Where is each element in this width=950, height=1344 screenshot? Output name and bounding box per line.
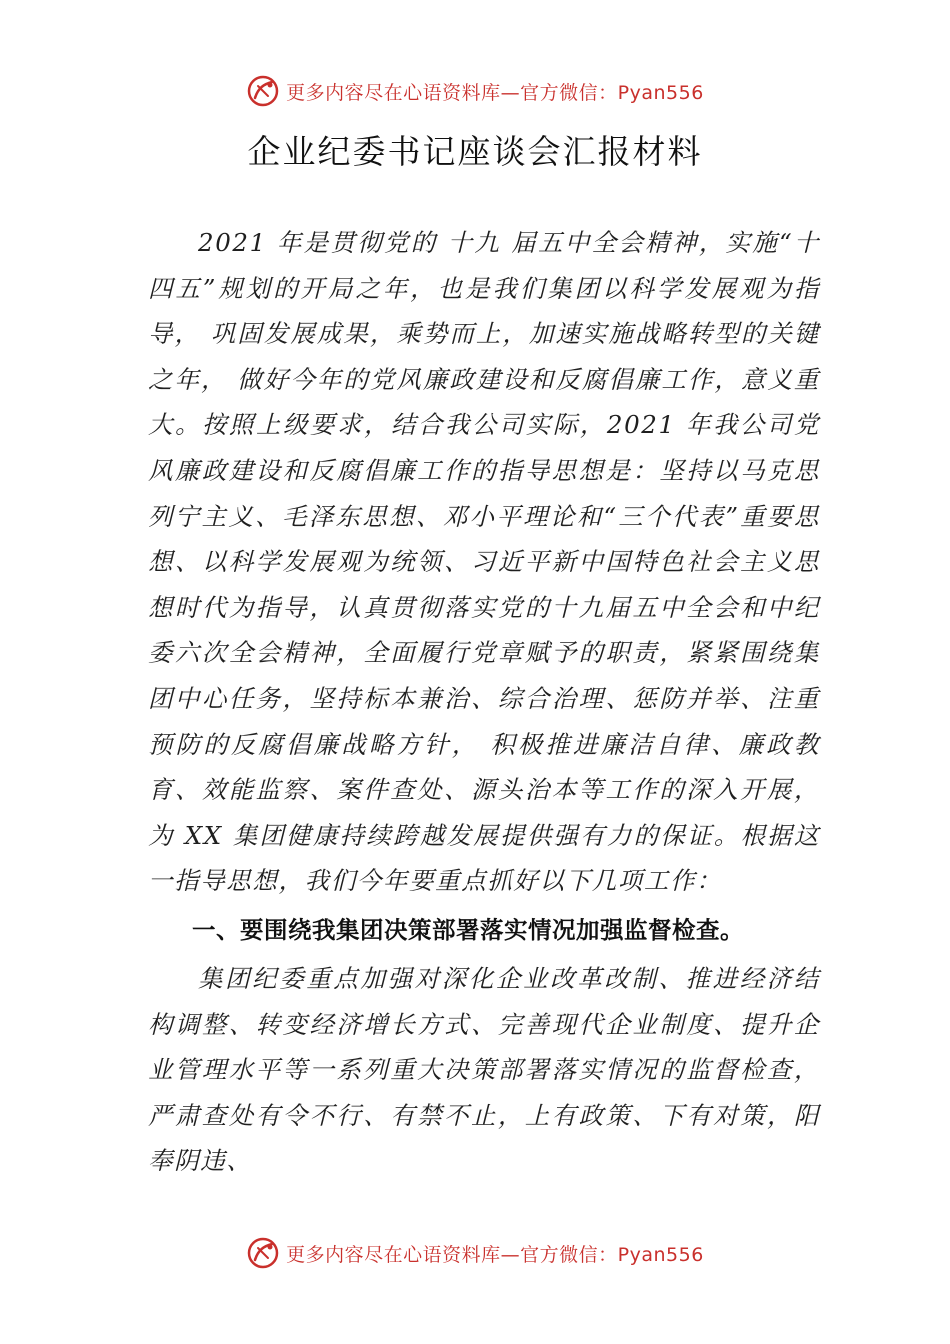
document-body	[148, 220, 820, 1184]
brand-logo-icon	[246, 74, 280, 108]
header-watermark	[0, 74, 950, 108]
section-heading: 一、要围绕我集团决策部署落实情况加强监督检查。	[192, 915, 744, 944]
document-title: 企业纪委书记座谈会汇报材料	[247, 132, 703, 171]
watermark-text: 更多内容尽在心语资料库—官方微信：Pyan556	[286, 81, 704, 104]
brand-logo-icon	[246, 1236, 280, 1270]
intro-paragraph: 2021 年是贯彻党的 十九 届五中全会精神，实施“十四五”规划的开局之年，也是我们集团以科学发展观为指导， 巩固发展成果，乘势而上，加速实施战略转型的关键之年， 做好今年的党风廉政建设和反腐倡廉工作，意义重大。按照上级要求，结合我公司实际，2021 年我公司党风廉政建设和反腐倡廉工作的指导思想是：坚持以马克思列宁主义、毛泽东思想、邓小平理论和“三个代表”重要思想、以科学发展观为统领、习近平新中国特色社会主义思想时代为指导，认真贯彻落实党的十九届五中全会和中纪委六次全会精神，全面履行党章赋予的职责，紧紧围绕集团中心任务，坚持标本兼治、综合治理、惩防并举、注重预防的反腐倡廉战略方针， 积极推进廉洁自律、廉政教育、效能监察、案件查处、源头治本等工作的深入开展，为 XX 集团健康持续跨越发展提供强有力的保证。根据这一指导思想，我们今年要重点抓好以下几项工作：	[148, 228, 820, 896]
watermark-text: 更多内容尽在心语资料库—官方微信：Pyan556	[286, 1243, 704, 1266]
section-paragraph: 集团纪委重点加强对深化企业改革改制、推进经济结构调整、转变经济增长方式、完善现代企业制度、提升企业管理水平等一系列重大决策部署落实情况的监督检查，严肃查处有令不行、有禁不止，上有政策、下有对策，阳奉阴违、	[148, 963, 820, 1176]
footer-watermark	[0, 1236, 950, 1270]
